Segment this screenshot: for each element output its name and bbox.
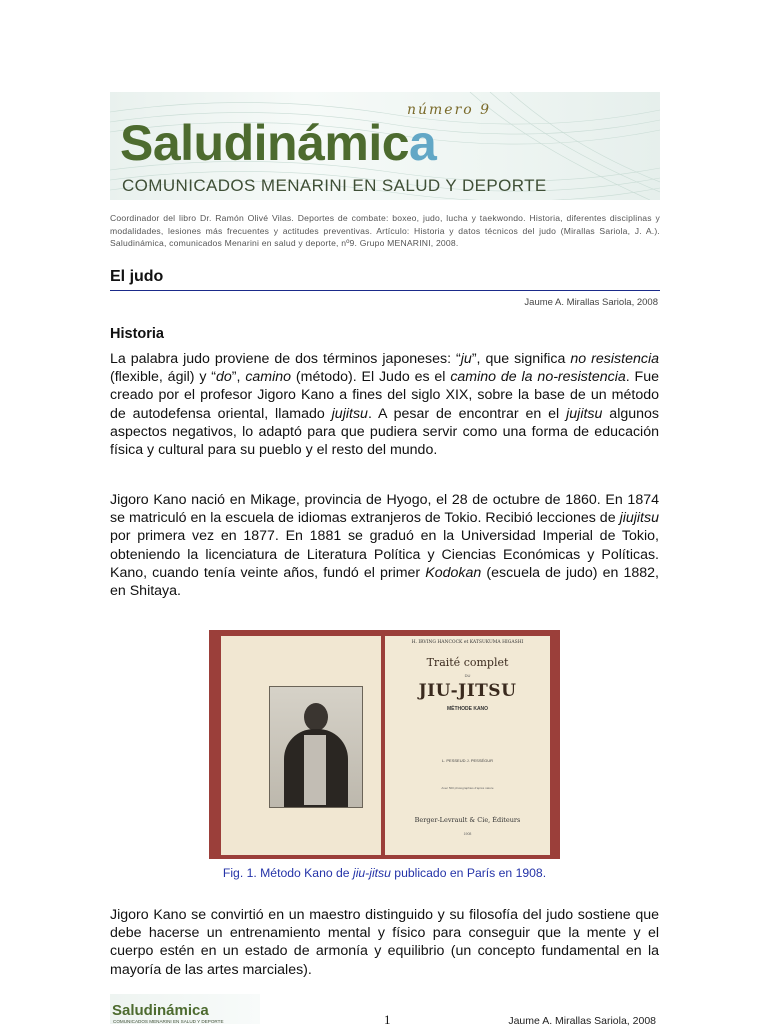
brand-logo	[120, 115, 437, 171]
footer-author: Jaume A. Mirallas Sariola, 2008	[508, 1015, 656, 1027]
paragraph-3: Jigoro Kano se convirtió en un maestro distinguido y su filosofía del judo sostiene que debe hacerse un entrenamiento mental y físico para conseguir que la mente y el cuerpo estén en un estado de armonía y equilibrio (un concepto fundamental en la mayoría de las artes marciales).	[110, 907, 659, 978]
brand-main: Saludinámic	[120, 115, 410, 171]
brand-last-letter: a	[409, 115, 437, 171]
book-photos-note: Avec 500 photographies d'après nature	[441, 786, 494, 790]
book-main-title: JIU-JITSU	[418, 681, 517, 701]
book-year: 1908	[463, 832, 472, 836]
kano-portrait	[269, 686, 363, 808]
book-title: Traité complet	[426, 656, 509, 669]
book-figure-image	[209, 630, 560, 859]
book-left-page	[221, 636, 381, 855]
brand-tagline: COMUNICADOS MENARINI EN SALUD Y DEPORTE	[122, 176, 547, 195]
paragraph-1: La palabra judo proviene de dos términos japoneses: “ju”, que significa no resistencia (flexible, ágil) y “do”, camino (método). El Judo es el camino de la no-resistencia. Fue creado por el profesor Jigoro Kano a fines del siglo XIX, sobre la base de un método de autodefensa oriental, llamado jujitsu. A pesar de encontrar en el jujitsu algunos aspectos negativos, lo adaptó para que pudiera servir como una forma de educación física y cultural para su pueblo y el resto del mundo.	[110, 351, 660, 459]
section-heading: Historia	[110, 326, 164, 342]
coordinator-note: Coordinador del libro Dr. Ramón Olivé Vilas. Deportes de combate: boxeo, judo, lucha y taekwondo. Historia, diferentes disciplinas y modalidades, lesiones más frecuentes y actitudes preventivas. Artículo: Historia y datos técnicos del judo (Mirallas Sariola, J. A.). Saludinámica, comunicados Menarini en salud y deporte, nº9. Grupo MENARINI, 2008.	[110, 213, 660, 249]
book-translators: L. PESSEUD J. PESSÉGUR	[441, 758, 494, 763]
issue-number: número 9	[407, 102, 492, 118]
article-author: Jaume A. Mirallas Sariola, 2008	[524, 297, 658, 308]
book-method: MÉTHODE KANO	[446, 706, 489, 712]
figure-caption: Fig. 1. Método Kano de jiu-jitsu publicado en París en 1908.	[222, 866, 547, 880]
book-title-page	[385, 636, 550, 855]
book-de: DU	[464, 673, 471, 678]
footer-tagline: COMUNICADOS MENARINI EN SALUD Y DEPORTE	[113, 1019, 224, 1024]
page-number: 1	[384, 1012, 391, 1027]
footer-brand: Saludinámica	[112, 1002, 209, 1019]
book-authors: H. IRVING HANCOCK et KATSUKUMA HIGASHI	[411, 640, 524, 645]
header-banner	[110, 92, 660, 200]
article-title: El judo	[110, 268, 660, 291]
book-publisher: Berger-Levrault & Cie, Éditeurs	[414, 816, 521, 824]
footer-logo	[110, 994, 260, 1024]
paragraph-2: Jigoro Kano nació en Mikage, provincia de Hyogo, el 28 de octubre de 1860. En 1874 se matriculó en la escuela de idiomas extranjeros de Tokio. Recibió lecciones de jiujitsu por primera vez en 1877. En 1881 se graduó en la Universidad Imperial de Tokio, obteniendo la licenciatura de Literatura Política y Ciencias Económicas y Políticas. Kano, cuando tenía veinte años, fundó el primer Kodokan (escuela de judo) en 1882, en Shitaya.	[110, 492, 659, 600]
